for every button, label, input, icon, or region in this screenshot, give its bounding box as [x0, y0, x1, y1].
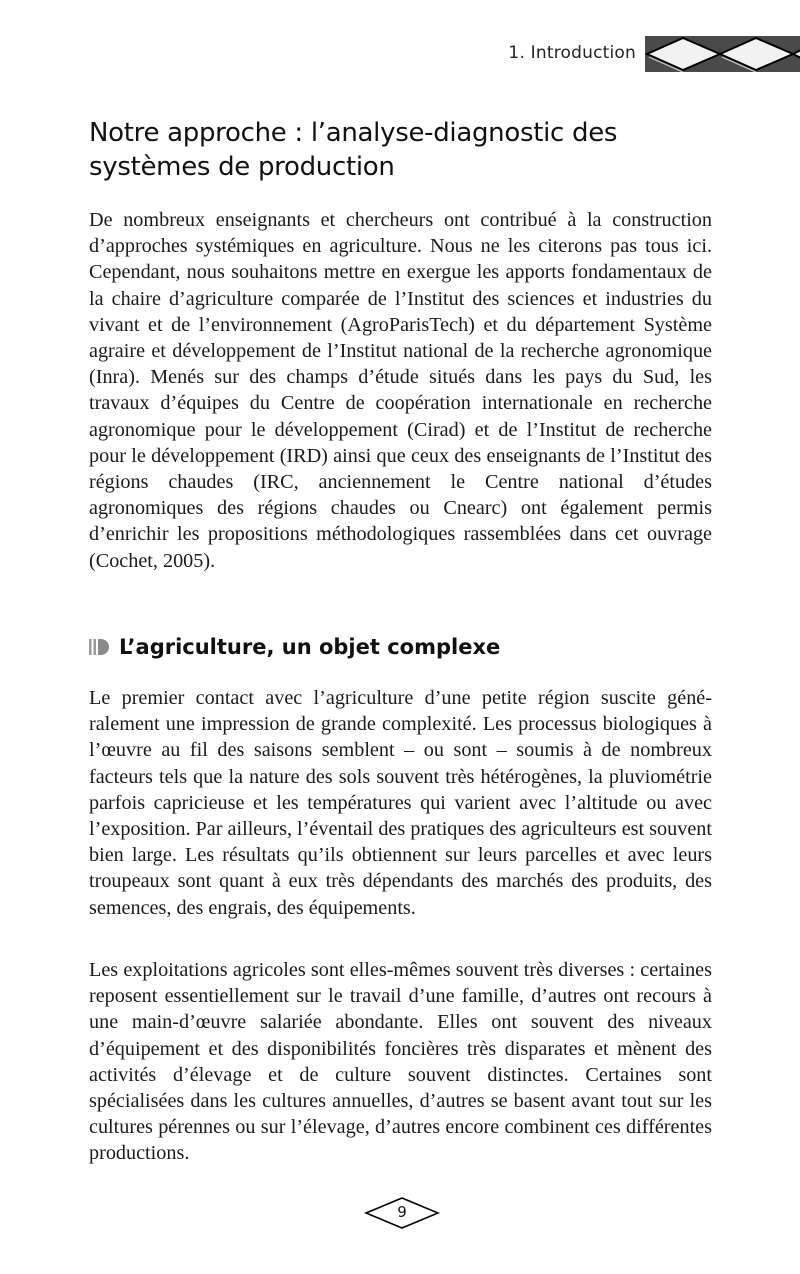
- section-marker-icon: [89, 638, 111, 656]
- page-number-badge: [364, 1197, 440, 1229]
- subsection-title: L’agriculture, un objet complexe: [119, 635, 501, 659]
- section-title: Notre approche : l’analyse-diagnostic des systèmes de production: [89, 118, 618, 182]
- subsection-heading: [89, 632, 500, 662]
- intro-paragraph: De nombreux enseignants et chercheurs ont contribué à la construction d’approches systémiques en agriculture. Nous ne les citerons pas tous ici. Cependant, nous souhaitons mettre en exergue les apports fondamentaux de la chaire d’agriculture comparée de l’Institut des sciences et industries du vivant et de l’environnement (AgroParisTech) et du département Système agraire et développement de l’Institut national de la recherche agronomique (Inra). Menés sur des champs d’étude situés dans les pays du Sud, les travaux d’équipes du Centre de coopération internationale en recherche agronomique pour le développement (Cirad) et de l’Institut de recherche pour le développement (IRD) ainsi que ceux des enseignants de l’Institut des régions chaudes (IRC, anciennement le Centre national d’études agronomiques des régions chaudes ou Cnearc) ont également permis d’enrichir les propositions méthodologiques rassemblées dans cet ouvrage (Cochet, 2005).: [89, 209, 712, 572]
- body-paragraph: Le premier contact avec l’agriculture d’une petite région suscite généralement une impression de grande complexité. Les processus biologiques à l’œuvre au fil des saisons semblent – ou sont – soumis à de nombreux facteurs tels que la nature des sols souvent très hétérogènes, la pluviométrie parfois capricieuse et les températures qui varient avec l’altitude ou avec l’exposition. Par ailleurs, l’éventail des pratiques des agriculteurs est souvent bien large. Les résultats qu’ils obtiennent sur leurs parcelles et avec leurs troupeaux sont quant à eux très dépendants des marchés des produits, des semences, des engrais, des équipements.: [89, 687, 712, 919]
- running-head: 1. Introduction: [508, 43, 636, 63]
- diamond-band-icon: [645, 36, 800, 72]
- page-number: 9: [397, 1203, 407, 1221]
- body-paragraph: Les exploitations agricoles sont elles-mêmes souvent très diverses : certaines reposent essentiellement sur le travail d’une famille, d’autres ont recours à une main-d’œuvre salariée abondante. Elles ont souvent des niveaux d’équipement et des disponibilités foncières très disparates et mènent des activités d’élevage et de culture souvent distinctes. Certaines sont spécialisées dans les cultures annuelles, d’autres se basent avant tout sur les cultures pérennes ou sur l’élevage, d’autres encore combinent ces différentes productions.: [89, 959, 712, 1165]
